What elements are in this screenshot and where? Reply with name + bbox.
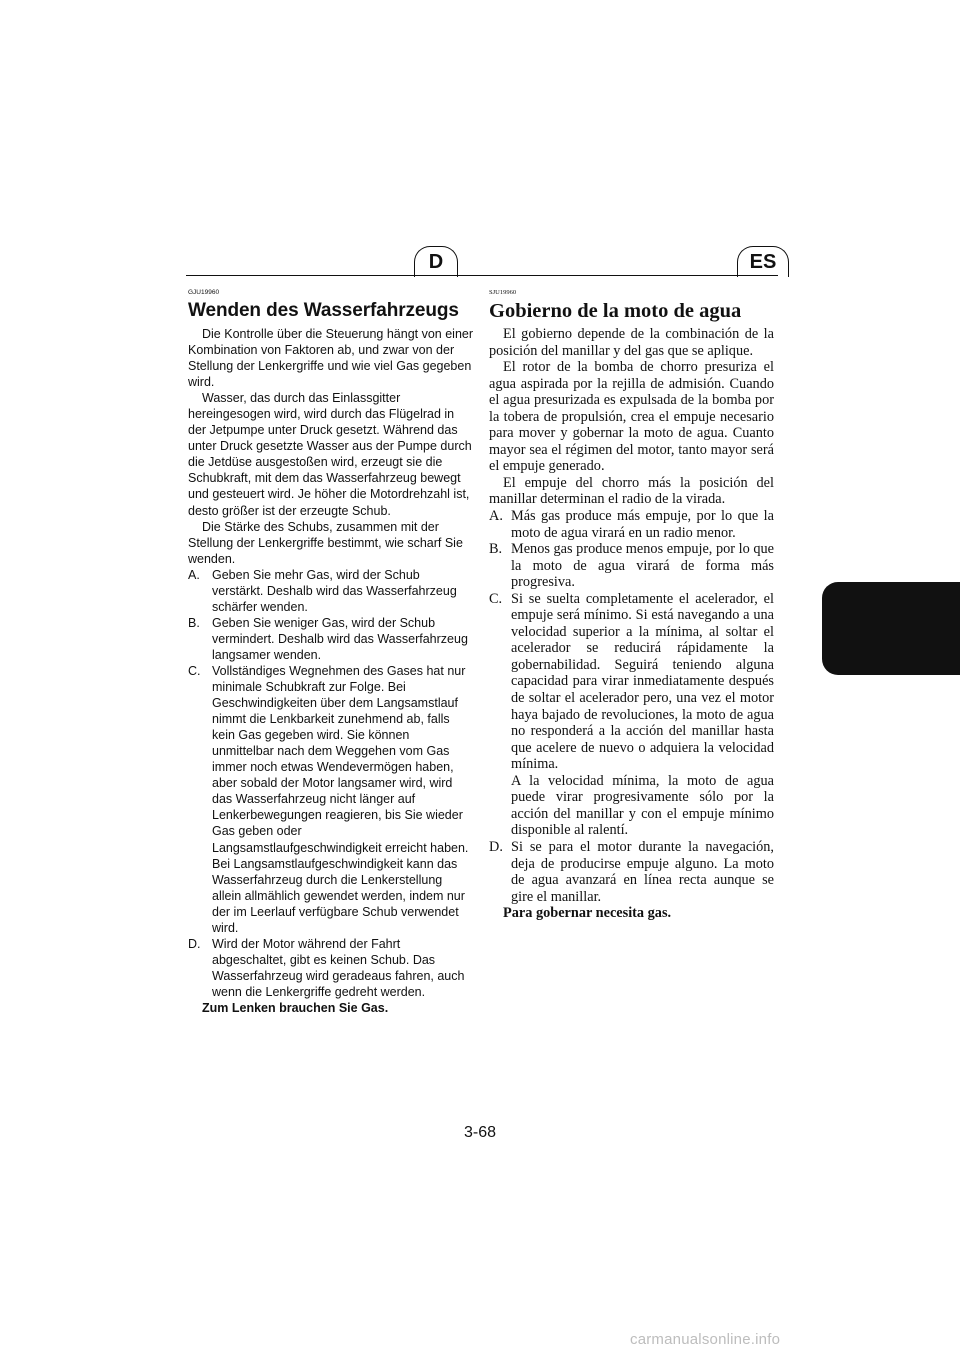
list-item [489,839,774,905]
list-subparagraph: Bei Langsamstlaufgeschwindigkeit kann das Wasserfahrzeug durch die Lenkerstellung allein allmählich gewendet werden, indem nur der im Leerlauf verfügbare Schub verwendet wird. [212,856,465,935]
paragraph: Wasser, das durch das Einlassgitter hereingesogen wird, wird durch das Flügelrad in der Jetpumpe unter Druck gesetzt. Während das unter Druck gesetzte Wasser aus der Pumpe durch die Jetdüse ausgestoßen wird, erzeugt sie die Schubkraft, mit dem das Wasserfahrzeug bewegt und gesteuert wird. Je höher die Motordrehzahl ist, desto größer ist der erzeugte Schub. [188,391,472,518]
section-code: GJU19960 [188,289,220,296]
paragraph: El rotor de la bomba de chorro presuriza el agua aspirada por la rejilla de admisión. Cuando el agua presurizada es expulsada de la bomba por la tobera de propulsión, crea el empuje necesario para mover y gobernar la moto de agua. Cuanto mayor sea el régimen del motor, tanto mayor será el empuje generado. [489,359,774,475]
closing-note: Zum Lenken brauchen Sie Gas. [202,1000,389,1015]
closing-note: Para gobernar necesita gas. [503,905,672,922]
list-text: Wird der Motor während der Fahrt abgeschaltet, gibt es keinen Schub. Das Wasserfahrzeug wird geradeaus fahren, auch wenn die Lenkergriffe gedreht werden. [212,936,465,999]
list-text: Menos gas produce menos empuje, por lo que la moto de agua virará de forma más progresiva. [511,541,774,591]
paragraph: El empuje del chorro más la posición del manillar determinan el radio de la virada. [489,474,774,508]
list-item [188,663,473,936]
header-rule [186,275,778,276]
page-number: 3-68 [463,1124,497,1141]
section-title: Wenden des Wasserfahrzeugs [188,300,459,321]
list-text: Geben Sie mehr Gas, wird der Schub verstärkt. Deshalb wird das Wasserfahrzeug schärfer wenden. [212,567,457,614]
list-item [489,508,774,541]
paragraph: El gobierno depende de la combinación de la posición del manillar y del gas que se aplique. [489,326,774,359]
spanish-column [489,289,774,922]
language-tab-spanish: ES [737,246,789,277]
list-label: D. [188,936,201,951]
section-title: Gobierno de la moto de agua [489,300,742,322]
list-subparagraph: A la velocidad mínima, la moto de agua puede virar progresivamente sólo por la acción del manillar y con el empuje mínimo disponible al ralentí. [511,772,774,839]
steering-list [188,567,473,1000]
list-label: A. [489,508,503,525]
list-label: C. [489,590,503,607]
list-item [188,615,473,663]
list-label: B. [489,541,503,558]
list-text: Si se para el motor durante la navegación, deja de producirse empuje alguno. La moto de agua avanzará en línea recta aunque se gire el manillar. [511,838,774,905]
list-item [188,936,473,1000]
list-text: Si se suelta completamente el acelerador, el empuje será mínimo. Si está navegando a una velocidad superior a la mínima, al soltar el acelerador se reducirá rápidamente la gobernabilidad. Seguirá teniendo alguna capacidad para virar inmediatamente después de soltar el acelerador pero, una vez el motor haya bajado de revoluciones, la moto de agua no responderá a la acción del manillar hasta que acelere de nuevo o adquiera la velocidad mínima. [511,590,774,773]
list-item [188,567,473,615]
list-text: Geben Sie weniger Gas, wird der Schub vermindert. Deshalb wird das Wasserfahrzeug langsamer wenden. [212,615,468,662]
watermark: carmanualsonline.info [630,1331,781,1348]
steering-list [489,508,774,905]
section-code: SJU19960 [489,289,517,296]
german-column [188,289,473,1016]
chapter-thumb-tab [822,582,960,675]
list-label: C. [188,663,201,678]
paragraph: Die Kontrolle über die Steuerung hängt von einer Kombination von Faktoren ab, und zwar von der Stellung der Lenkergriffe und wie viel Gas gegeben wird. [188,327,474,390]
paragraph: Die Stärke des Schubs, zusammen mit der Stellung der Lenkergriffe bestimmt, wie scharf Sie wenden. [188,519,463,566]
list-text: Más gas produce más empuje, por lo que la moto de agua virará en un radio menor. [511,508,774,541]
list-item [489,591,774,839]
list-label: B. [188,615,200,630]
list-item [489,541,774,591]
list-label: A. [188,567,200,582]
language-tab-german: D [414,246,458,277]
list-label: D. [489,838,503,855]
list-text: Vollständiges Wegnehmen des Gases hat nur minimale Schubkraft zur Folge. Bei Geschwindigkeiten über dem Langsamstlauf nimmt die Lenkbarkeit zunehmend ab, falls kein Gas gegeben wird. Sie können unmittelbar nach dem Weggehen vom Gas immer noch etwas Wendevermögen haben, aber sobald der Motor langsamer wird, wird das Wasserfahrzeug nicht länger auf Lenkerbewegungen reagieren, bis Sie wieder Gas geben oder Langsamstlaufgeschwindigkeit erreicht haben. [212,663,469,855]
